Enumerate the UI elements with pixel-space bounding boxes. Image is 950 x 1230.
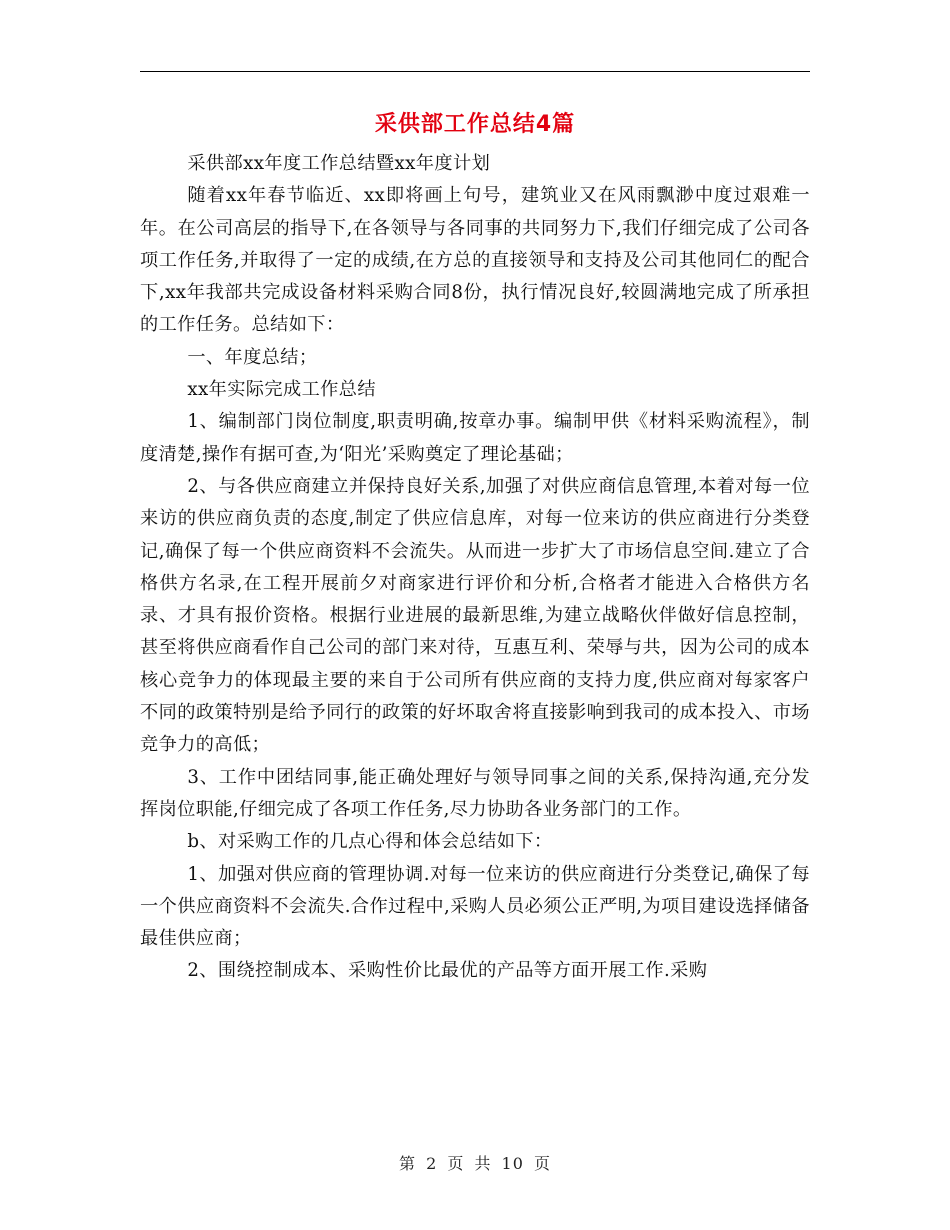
header-rule: [140, 71, 810, 72]
document-body: [140, 148, 810, 988]
page-number-footer: 第 2 页 共 10 页: [399, 1154, 551, 1173]
paragraph-insight-2: 2、围绕控制成本、采购性价比最优的产品等方面开展工作.采购: [187, 960, 708, 982]
paragraph-item-3: 3、工作中团结同事,能正确处理好与领导同事之间的关系,保持沟通,充分发挥岗位职能,仔细完成了各项工作任务,尽力协助各业务部门的工作。: [140, 766, 810, 820]
paragraph-subtitle: 采供部xx年度工作总结暨xx年度计划: [187, 153, 491, 174]
paragraph-item-1: 1、编制部门岗位制度,职责明确,按章办事。编制甲供《材料采购流程》，制度清楚,操作有据可查,为‘阳光’采购奠定了理论基础；: [140, 411, 810, 465]
paragraph-insight-1: 1、加强对供应商的管理协调.对每一位来访的供应商进行分类登记,确保了每一个供应商资料不会流失.合作过程中,采购人员必须公正严明,为项目建设选择储备最佳供应商；: [140, 863, 810, 950]
section-heading-annual-summary: 一、年度总结；: [187, 346, 318, 368]
document-title: 采供部工作总结4篇: [374, 112, 576, 137]
paragraph-intro: 随着xx年春节临近、xx即将画上句号，建筑业又在风雨飘渺中度过艰难一年。在公司高层的指导下,在各领导与各同事的共同努力下,我们仔细完成了公司各项工作任务,并取得了一定的成绩,在方总的直接领导和支持及公司其他同仁的配合下,xx年我部共完成设备材料采购合同8份，执行情况良好,较圆满地完成了所承担的工作任务。总结如下：: [140, 185, 810, 336]
paragraph-item-2: 2、与各供应商建立并保持良好关系,加强了对供应商信息管理,本着对每一位来访的供应商负责的态度,制定了供应信息库，对每一位来访的供应商进行分类登记,确保了每一个供应商资料不会流失。从而进一步扩大了市场信息空间.建立了合格供方名录,在工程开展前夕对商家进行评价和分析,合格者才能进入合格供方名录、才具有报价资格。根据行业进展的最新思维,为建立战略伙伴做好信息控制，甚至将供应商看作自己公司的部门来对待，互惠互利、荣辱与共，因为公司的成本核心竞争力的体现最主要的来自于公司所有供应商的支持力度,供应商对每家客户不同的政策特别是给予同行的政策的好坏取舍将直接影响到我司的成本投入、市场竞争力的高低；: [140, 475, 810, 756]
section-heading-insights: b、对采购工作的几点心得和体会总结如下：: [187, 831, 553, 853]
subsection-heading-actual-work: xx年实际完成工作总结: [187, 379, 376, 401]
